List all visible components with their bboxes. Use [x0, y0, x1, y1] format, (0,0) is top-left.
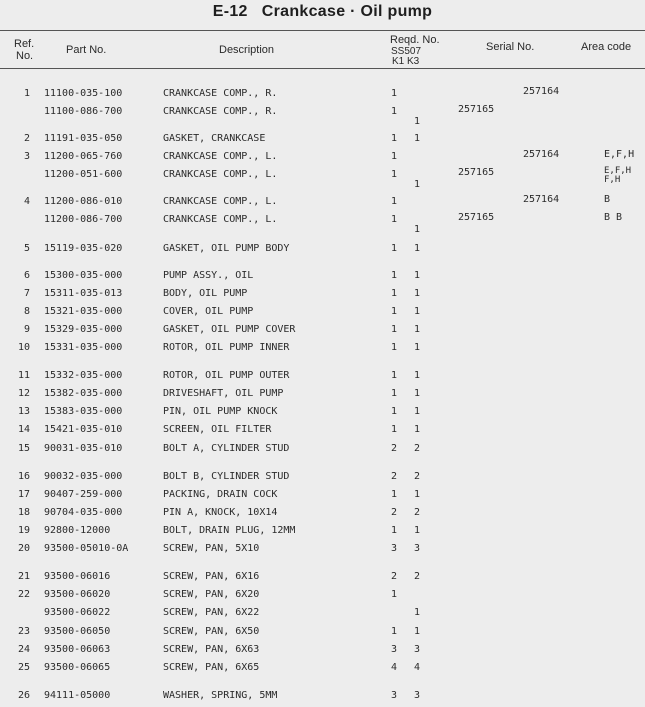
part-number: 15383-035-000: [44, 406, 123, 417]
description: SCREW, PAN, 6X22: [163, 607, 260, 618]
qty-k3: 1: [414, 406, 421, 417]
description: GASKET, OIL PUMP COVER: [163, 324, 296, 335]
header-bottom-rule: [0, 68, 645, 69]
serial-to: 257164: [523, 86, 560, 97]
ref-no: 18: [17, 507, 30, 518]
section-code: E-12: [212, 3, 248, 20]
description: CRANKCASE COMP., R.: [163, 106, 278, 117]
part-number: 90704-035-000: [44, 507, 123, 518]
qty-k1: 3: [391, 690, 398, 701]
part-number: 11200-086-010: [44, 196, 123, 207]
qty-k1: 1: [391, 133, 398, 144]
qty-k1: 1: [391, 489, 398, 500]
qty-k3: 1: [414, 388, 421, 399]
qty-k3: 1: [414, 306, 421, 317]
qty-k3: 1: [414, 424, 421, 435]
ref-no: 8: [23, 306, 30, 317]
description: SCREW, PAN, 6X63: [163, 644, 260, 655]
qty-k3: 4: [414, 662, 421, 673]
qty-k3: 1: [414, 342, 421, 353]
ref-no: 22: [17, 589, 30, 600]
section-name: Crankcase · Oil pump: [261, 3, 433, 20]
description: BOLT A, CYLINDER STUD: [163, 443, 290, 454]
part-number: 15329-035-000: [44, 324, 123, 335]
qty-k3: 1: [414, 243, 421, 254]
qty-k3: 1: [414, 626, 421, 637]
description: COVER, OIL PUMP: [163, 306, 254, 317]
area-code: E,F,H F,H: [604, 166, 632, 185]
area-code: B: [604, 194, 611, 205]
part-number: 93500-05010-0A: [44, 543, 129, 554]
header-reqd-no: Reqd. No.: [390, 34, 440, 46]
header-description: Description: [219, 44, 275, 56]
serial-to: 257164: [523, 149, 560, 160]
description: CRANKCASE COMP., R.: [163, 88, 278, 99]
description: CRANKCASE COMP., L.: [163, 169, 278, 180]
description: PIN A, KNOCK, 10X14: [163, 507, 278, 518]
qty-k1: 1: [391, 324, 398, 335]
part-number: 15421-035-010: [44, 424, 123, 435]
part-number: 11200-086-700: [44, 214, 123, 225]
qty-k1: 1: [391, 106, 398, 117]
ref-no: 14: [17, 424, 30, 435]
description: BODY, OIL PUMP: [163, 288, 248, 299]
ref-no: 25: [17, 662, 30, 673]
part-number: 15331-035-000: [44, 342, 123, 353]
serial-from: 257165: [458, 167, 495, 178]
qty-k1: 1: [391, 406, 398, 417]
header-ref-line2: No.: [16, 50, 34, 62]
qty-k1: 3: [391, 543, 398, 554]
ref-no: 2: [23, 133, 30, 144]
qty-k1: 1: [391, 388, 398, 399]
header-reqd-model: SS507: [391, 46, 422, 57]
qty-k3: 1: [414, 288, 421, 299]
serial-from: 257165: [458, 104, 495, 115]
ref-no: 5: [23, 243, 30, 254]
part-number: 15332-035-000: [44, 370, 123, 381]
part-number: 93500-06020: [44, 589, 111, 600]
ref-no: 24: [17, 644, 30, 655]
description: ROTOR, OIL PUMP INNER: [163, 342, 290, 353]
area-code: B B: [604, 212, 623, 223]
ref-no: 16: [17, 471, 30, 482]
ref-no: 13: [17, 406, 30, 417]
qty-k3: 1: [414, 489, 421, 500]
qty-k3: 1: [414, 270, 421, 281]
part-number: 93500-06050: [44, 626, 111, 637]
part-number: 15311-035-013: [44, 288, 123, 299]
qty-k3: 1: [414, 116, 421, 127]
ref-no: 21: [17, 571, 30, 582]
qty-k1: 1: [391, 214, 398, 225]
description: BOLT B, CYLINDER STUD: [163, 471, 290, 482]
part-number: 93500-06063: [44, 644, 111, 655]
part-number: 11100-086-700: [44, 106, 123, 117]
ref-no: 17: [17, 489, 30, 500]
qty-k1: 2: [391, 471, 398, 482]
part-number: 11200-065-760: [44, 151, 123, 162]
part-number: 92800-12000: [44, 525, 111, 536]
serial-to: 257164: [523, 194, 560, 205]
part-number: 94111-05000: [44, 690, 111, 701]
description: SCREW, PAN, 6X16: [163, 571, 260, 582]
description: SCREW, PAN, 5X10: [163, 543, 260, 554]
description: CRANKCASE COMP., L.: [163, 151, 278, 162]
description: PUMP ASSY., OIL: [163, 270, 254, 281]
qty-k1: 1: [391, 342, 398, 353]
header-part-no: Part No.: [66, 44, 107, 56]
description: SCREW, PAN, 6X50: [163, 626, 260, 637]
ref-no: 9: [23, 324, 30, 335]
qty-k1: 1: [391, 370, 398, 381]
qty-k3: 2: [414, 571, 421, 582]
qty-k1: 1: [391, 306, 398, 317]
area-code: E,F,H: [604, 149, 635, 160]
description: PACKING, DRAIN COCK: [163, 489, 278, 500]
qty-k3: 1: [414, 133, 421, 144]
description: ROTOR, OIL PUMP OUTER: [163, 370, 290, 381]
ref-no: 19: [17, 525, 30, 536]
qty-k3: 1: [414, 525, 421, 536]
ref-no: 23: [17, 626, 30, 637]
description: SCREW, PAN, 6X20: [163, 589, 260, 600]
description: GASKET, CRANKCASE: [163, 133, 266, 144]
qty-k3: 3: [414, 644, 421, 655]
qty-k3: 2: [414, 443, 421, 454]
ref-no: 7: [23, 288, 30, 299]
qty-k1: 1: [391, 196, 398, 207]
header-area-code: Area code: [581, 41, 632, 53]
qty-k3: 3: [414, 543, 421, 554]
qty-k1: 1: [391, 589, 398, 600]
ref-no: 15: [17, 443, 30, 454]
ref-no: 3: [23, 151, 30, 162]
description: GASKET, OIL PUMP BODY: [163, 243, 290, 254]
qty-k1: 2: [391, 571, 398, 582]
qty-k1: 1: [391, 88, 398, 99]
qty-k1: 1: [391, 169, 398, 180]
page-title: [0, 3, 645, 21]
qty-k3: 1: [414, 179, 421, 190]
ref-no: 1: [23, 88, 30, 99]
qty-k3: 1: [414, 607, 421, 618]
part-number: 90032-035-000: [44, 471, 123, 482]
part-number: 15321-035-000: [44, 306, 123, 317]
qty-k1: 3: [391, 644, 398, 655]
qty-k1: 1: [391, 525, 398, 536]
part-number: 90407-259-000: [44, 489, 123, 500]
description: BOLT, DRAIN PLUG, 12MM: [163, 525, 296, 536]
ref-no: 11: [17, 370, 30, 381]
qty-k3: 3: [414, 690, 421, 701]
part-number: 90031-035-010: [44, 443, 123, 454]
qty-k3: 2: [414, 507, 421, 518]
description: PIN, OIL PUMP KNOCK: [163, 406, 278, 417]
part-number: 15300-035-000: [44, 270, 123, 281]
ref-no: 26: [17, 690, 30, 701]
description: DRIVESHAFT, OIL PUMP: [163, 388, 284, 399]
part-number: 11200-051-600: [44, 169, 123, 180]
ref-no: 10: [17, 342, 30, 353]
qty-k3: 2: [414, 471, 421, 482]
header-reqd-variants: K1 K3: [392, 56, 420, 67]
part-number: 93500-06022: [44, 607, 111, 618]
qty-k3: 1: [414, 224, 421, 235]
qty-k1: 2: [391, 443, 398, 454]
part-number: 15119-035-020: [44, 243, 123, 254]
part-number: 15382-035-000: [44, 388, 123, 399]
ref-no: 12: [17, 388, 30, 399]
part-number: 93500-06016: [44, 571, 111, 582]
header-top-rule: [0, 30, 645, 31]
qty-k3: 1: [414, 370, 421, 381]
part-number: 11100-035-100: [44, 88, 123, 99]
part-number: 93500-06065: [44, 662, 111, 673]
qty-k1: 4: [391, 662, 398, 673]
description: SCREEN, OIL FILTER: [163, 424, 272, 435]
qty-k1: 1: [391, 270, 398, 281]
ref-no: 20: [17, 543, 30, 554]
ref-no: 4: [23, 196, 30, 207]
part-number: 11191-035-050: [44, 133, 123, 144]
description: CRANKCASE COMP., L.: [163, 196, 278, 207]
qty-k1: 1: [391, 151, 398, 162]
description: WASHER, SPRING, 5MM: [163, 690, 278, 701]
qty-k1: 1: [391, 626, 398, 637]
header-ref-line1: Ref.: [14, 38, 35, 50]
qty-k1: 1: [391, 288, 398, 299]
qty-k1: 2: [391, 507, 398, 518]
serial-from: 257165: [458, 212, 495, 223]
description: SCREW, PAN, 6X65: [163, 662, 260, 673]
qty-k3: 1: [414, 324, 421, 335]
description: CRANKCASE COMP., L.: [163, 214, 278, 225]
header-serial-no: Serial No.: [486, 41, 535, 53]
qty-k1: 1: [391, 243, 398, 254]
ref-no: 6: [23, 270, 30, 281]
qty-k1: 1: [391, 424, 398, 435]
